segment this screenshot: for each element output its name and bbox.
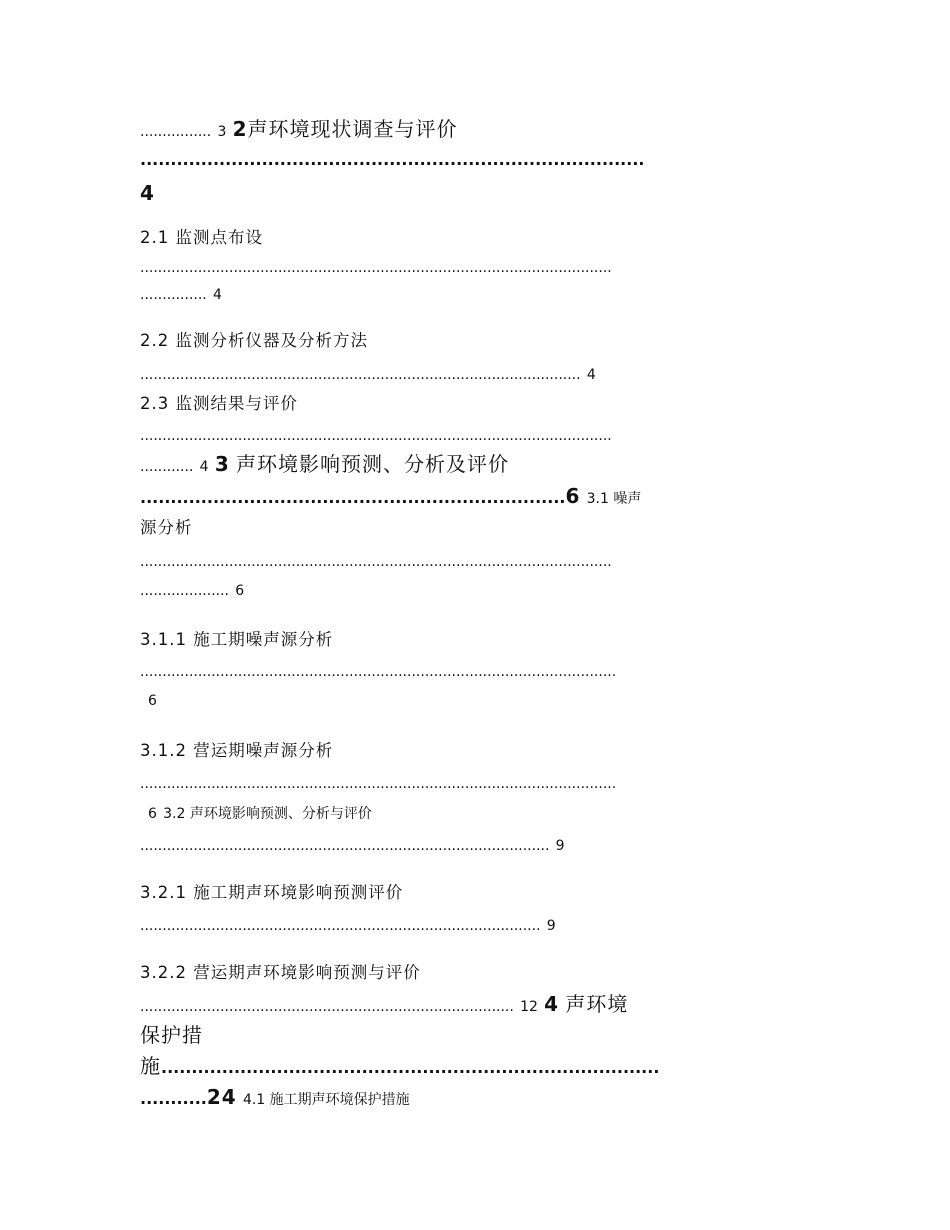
toc-entry-3-1[interactable]: 3.1 噪声 (586, 491, 642, 507)
chapter-title-cont[interactable]: 施 (140, 1054, 161, 1078)
toc-line-ch4 (140, 992, 628, 1016)
toc-entry-3-2-2[interactable]: 3.2.2 营运期声环境影响预测与评价 (140, 963, 421, 982)
toc-line-ch2 (140, 117, 458, 141)
toc-entry-2-2[interactable]: 2.2 监测分析仪器及分析方法 (140, 331, 368, 350)
toc-entry-3-2-1[interactable]: 3.2.1 施工期声环境影响预测评价 (140, 883, 404, 902)
toc-line-ch4-dots (140, 1054, 659, 1078)
leader-dots: ........................................................................................................... (140, 776, 617, 792)
chapter-number: 3 (214, 452, 230, 476)
page-number: 4 (140, 181, 155, 205)
page-number: 6 (148, 693, 157, 709)
leader-dots: ............ (140, 459, 194, 475)
leader-dots: .................... (140, 583, 230, 599)
toc-entry-2-3[interactable]: 2.3 监测结果与评价 (140, 394, 298, 413)
page-number: 24 (206, 1085, 237, 1109)
leader-dots: .................................................................................. (161, 1058, 660, 1077)
leader-dots: .......................................................................................................... (140, 428, 612, 444)
page-number: 4 (199, 459, 209, 475)
toc-line-3-1-page (140, 580, 244, 600)
page-number: 9 (546, 918, 556, 934)
toc-line-3-2-page (140, 835, 565, 855)
chapter-number: 4 (544, 992, 560, 1016)
page-number: 3 (217, 124, 227, 140)
toc-entry-4-1[interactable]: 4.1 施工期声环境保护措施 (242, 1092, 410, 1108)
chapter-title-cont[interactable]: 保护措 (140, 1023, 203, 1047)
leader-dots: ............... (140, 287, 207, 303)
leader-dots: .......................................................................................................... (140, 260, 612, 276)
chapter-title[interactable]: 声环境影响预测、分析及评价 (236, 452, 509, 476)
toc-line-2-1-page (140, 284, 222, 304)
page-number: 4 (213, 287, 222, 303)
toc-entry-3-2[interactable]: 3.2 声环境影响预测、分析与评价 (163, 806, 372, 822)
chapter-title[interactable]: 声环境 (565, 992, 629, 1016)
page-number: 4 (586, 367, 596, 383)
toc-entry-3-1-cont[interactable]: 源分析 (140, 518, 193, 537)
leader-dots: ............................................................................................ (140, 838, 550, 854)
toc-entry-3-1-1[interactable]: 3.1.1 施工期噪声源分析 (140, 630, 334, 649)
page-number: 6 (148, 806, 157, 822)
leader-dots: ................................................................................................... (140, 367, 581, 383)
toc-line-2-2-page (140, 364, 596, 384)
leader-dots: ...................................................................... (140, 488, 566, 507)
toc-line-ch4-page (140, 1085, 410, 1109)
leader-dots: ........... (140, 1089, 207, 1108)
toc-line-ch3 (140, 452, 509, 476)
chapter-title: 声环境现状调查与评价 (247, 117, 458, 141)
page-number: 12 (520, 999, 538, 1015)
page-number: 6 (565, 484, 581, 508)
toc-line-3-2-1-page (140, 915, 556, 935)
leader-dots: ................................................................................... (140, 150, 645, 169)
leader-dots: ................ (140, 124, 212, 140)
toc-line-ch3-page (140, 484, 641, 508)
chapter-number: 2 (232, 117, 248, 141)
toc-entry-3-1-2[interactable]: 3.1.2 营运期噪声源分析 (140, 741, 334, 760)
toc-line-3-2 (148, 803, 372, 823)
leader-dots: ........................................................................................................... (140, 664, 617, 680)
leader-dots: .......................................................................................... (140, 918, 541, 934)
toc-entry-2-1[interactable]: 2.1 监测点布设 (140, 228, 263, 247)
leader-dots: .................................................................................... (140, 999, 514, 1015)
leader-dots: .......................................................................................................... (140, 554, 612, 570)
page-number: 6 (235, 583, 245, 599)
page-number: 9 (555, 838, 565, 854)
